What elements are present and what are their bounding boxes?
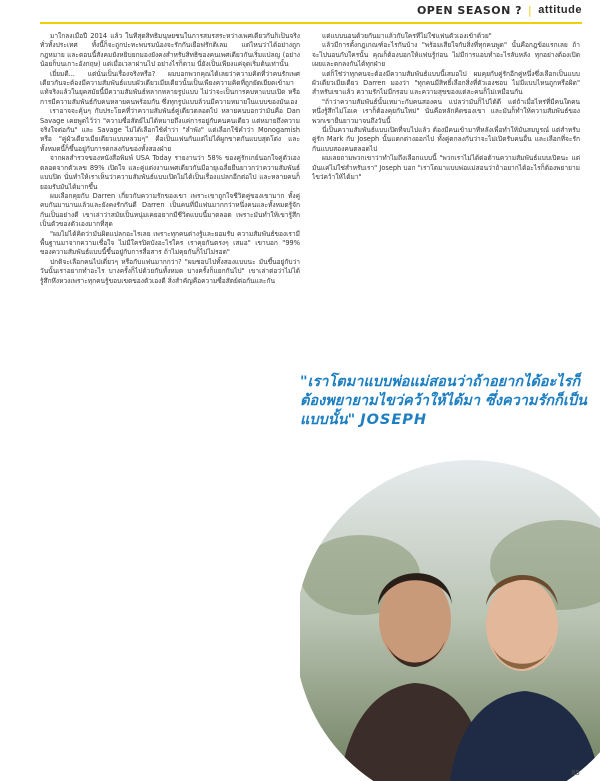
couple-photo [300,455,600,781]
pull-quote [300,373,590,430]
pull-quote-author: JOSEPH [360,412,428,428]
couple-photo-illustration [300,455,600,781]
paragraph: ปกติจะเลือกคนไปเดี่ยวๆ หรือกับแฟนมากกว่า? "ผมชอบไปทั้งสองแบบนะ มันขึ้นอยู่กับว่าวันนั้นเราอยากทำอะไร บางครั้งก็ไปด้วยกันทั้งหมด บางครั้งก็แยกกันไป" เขาเล่าต่อว่าไม่ได้รู้สึกหึงหวงเพราะทุกคนรู้ขอบเขตของตัวเองดี สิ่งสำคัญคือความซื่อสัตย์ต่อกันและกัน [40,257,300,285]
page-number: 85 [571,769,580,777]
paragraph: มาใกลงเมื่อปี 2014 แล้ว ในที่สุดสิทธิมนุษยชนในการสมรสระหว่างเพศเดียวกันก็เป็นจริงทั่วทั้งประเทศ ทั้งนี้ก็จะถูกปะทะพบรมน้องจะรักกันเยือฟรักติเลม แต่ไหนว่าได้อย่างถูกกฎหมาย และตอนนี้สังคมยังหยิบยกมองยังคงสำหรับสิทธิของคนเพศเดียวกันเริ่มแปลญ (อย่างน้อยก็บนเกาะอังกฤษ) แต่เมื่อเวลาผ่านไป อย่างไรก็ตาม นี่ยังเป็นเพียงแค่จุดเริ่มต้นเท่านั้น [40,32,300,69]
paragraph: ผมเลือกคุยกับ Darren เกี่ยวกับความรักของเขา เพราะเขาถูกใจชีวิตคู่ของเขามาก ทั้งคู่คบกันมานานแล้วและยังคงรักกันดี Darren เป็นคนที่มีแฟนมากกว่าหนึ่งคนและทั้งหมดรู้จักกันเป็นอย่างดี เขาเล่าว่าสมัยเป็นหนุ่มเคยอยากมีชีวิตแบบนี้มาตลอด เพราะมันทำให้เขารู้สึกเป็นตัวของตัวเองมากที่สุด [40,191,300,229]
paragraph: จากผลสำรวจของหนังสือพิมพ์ USA Today รายงานว่า 58% ของคู่รักเกย์นอกใจคู่ตัวเองตลอดจากตัวเลข 89% เปิดใจ และคู่แต่งงานเพศเดียวกันมีอายุเฉลี่ยยืนยาวกว่าความสัมพันธ์แบบปิด นั่นทำให้เราเห็นว่าความสัมพันธ์แบบเปิดไม่ได้เป็นเรื่องแปลกอีกต่อไป และหลายคนก็ยอมรับมันได้มากขึ้น [40,154,300,191]
paragraph: แล้วมีการตั้งกฎเกณฑ์อะไรกันบ้าง "พร้อมเสียใจกับสิ่งที่ทุกคนพูด" นั้นคือกฎข้อแรกเลย ถ้าจะไปนอนกับใครนั้น คุณก็ต้องบอกให้แฟนรู้ก่อน ไม่มีการแอบทำอะไรลับหลัง ทุกอย่างต้องเปิดเผยและตกลงกันได้ทุกฝ่าย [312,41,580,69]
paragraph: "ผมไม่ได้คิดว่ามันผิดแปลกอะไรเลย เพราะทุกคนต่างรู้และยอมรับ ความสัมพันธ์ของเรามีพื้นฐานมาจากความเชื่อใจ ไม่มีใครปิดบังอะไรใคร เราคุยกันตรงๆ เสมอ" เขาบอก "99% ของความสัมพันธ์แบบนี้ขึ้นอยู่กับการสื่อสาร ถ้าไม่คุยกันก็ไปไม่รอด" [40,229,300,257]
left-column [40,32,300,757]
header-rule [40,22,582,24]
paragraph: แต่แบบนอนด้วยกันมาแล้วกับใครที่ไม่ใช่แฟนตัวเองเข้าด้วย" [322,32,492,40]
right-column [312,32,580,362]
paragraph: "ถ้าว่าความสัมพันธ์นั้นเหมาะกับคนสองคน แปลว่ามันก็ไปได้ดี แต่ถ้าเมื่อไหร่ที่มีคนใดคนหนึ่งรู้สึกไม่โอเค เราก็ต้องคุยกันใหม่" นั่นคือหลักคิดของเขา และมันก็ทำให้ความสัมพันธ์ของพวกเขายืนยาวมาจนถึงวันนี้ [312,97,580,125]
issue-title: OPEN SEASON ? [416,3,523,17]
paragraph: ผมเลยถามพวกเขาว่าทำไมถึงเลือกแบบนี้ "พวกเราไม่ได้ต่อต้านความสัมพันธ์แบบเปิดนะ แต่มันแค่ไม่ใช่สำหรับเรา" Joseph บอก "เราโตมาแบบพ่อแม่สอนว่าถ้าอยากได้อะไรก็ต้องพยายามไขว่คว้าให้ได้มา" [312,154,580,182]
paragraph: เยี่ยมดี... แต่นั่นเป็นเรื่องจริงหรือ? ผมบอกพวกคุณได้เลยว่าความคิดที่ว่าคนรักเพศเดียวกันจะต้องมีความสัมพันธ์แบบผัวเดียวเมียเดียวนั้นเป็นเพียงความคิดที่ถูกยัดเยียดเข้ามา แท้จริงแล้วในยุคสมัยนี้มีความสัมพันธ์หลากหลายรูปแบบ ไม่ว่าจะเป็นการคบหาแบบเปิด หรือการมีความสัมพันธ์กับคนหลายคนพร้อมกัน ซึ่งทุกรูปแบบล้วนมีความหมายในแบบของมันเอง [40,69,300,106]
paragraph: แต่ก็ใช่ว่าทุกคนจะต้องมีความสัมพันธ์แบบนี้เสมอไป ผมคุยกับคู่รักอีกคู่หนึ่งซึ่งเลือกเป็นแบบผัวเดียวเมียเดียว Darren มองว่า "ทุกคนมีสิทธิ์เลือกสิ่งที่ตัวเองชอบ ไม่มีแบบไหนถูกหรือผิด" สำหรับเขาแล้ว ความรักไม่มีกรอบ และความสุขของแต่ละคนก็ไม่เหมือนกัน [312,69,580,97]
header-separator: | [528,3,533,17]
section-name: attitude [538,4,582,16]
paragraph: นี่เป็นความสัมพันธ์แบบเปิดที่จบไปแล้ว ต้องมีคนเข้ามาทีหลังเพื่อทำให้มันสมบูรณ์ แต่สำหรับคู่รัก Mark กับ Joseph นั้นแตกต่างออกไป ทั้งคู่ตกลงกันว่าจะไม่เปิดรับคนอื่น และเลือกที่จะรักกันแบบสองคนตลอดไป [312,126,580,153]
pull-quote-text: "เราโตมาแบบพ่อแม่สอนว่าถ้าอยากได้อะไรก็ต้องพยายามไขว่คว้าให้ได้มา ซึ่งความรักก็เป็นแบบนั้น" [300,374,587,428]
running-header [417,0,582,20]
paragraph: เราอาจจะคุ้นๆ กับประโยคที่ว่าความสัมพันธ์คู่เดียวตลอดไป หลายคนบอกว่ามันคือ Dan Savage เคยพูดไว้ว่า "ความซื่อสัตย์ไม่ได้หมายถึงแค่การอยู่กับคนคนเดียว แต่หมายถึงความจริงใจต่อกัน" และ Savage ไม่ได้เลือกใช้คำว่า "ลำพัง" แต่เลือกใช้คำว่า Monogamish หรือ "คู่ผัวเดียวเมียเดียวแบบหลวมๆ" คือเป็นแฟนกันแต่ไม่ได้ผูกขาดกันแบบสุดโต่ง และทั้งหมดนี้ก็ขึ้นอยู่กับการตกลงกันของทั้งสองฝ่าย [40,107,300,153]
